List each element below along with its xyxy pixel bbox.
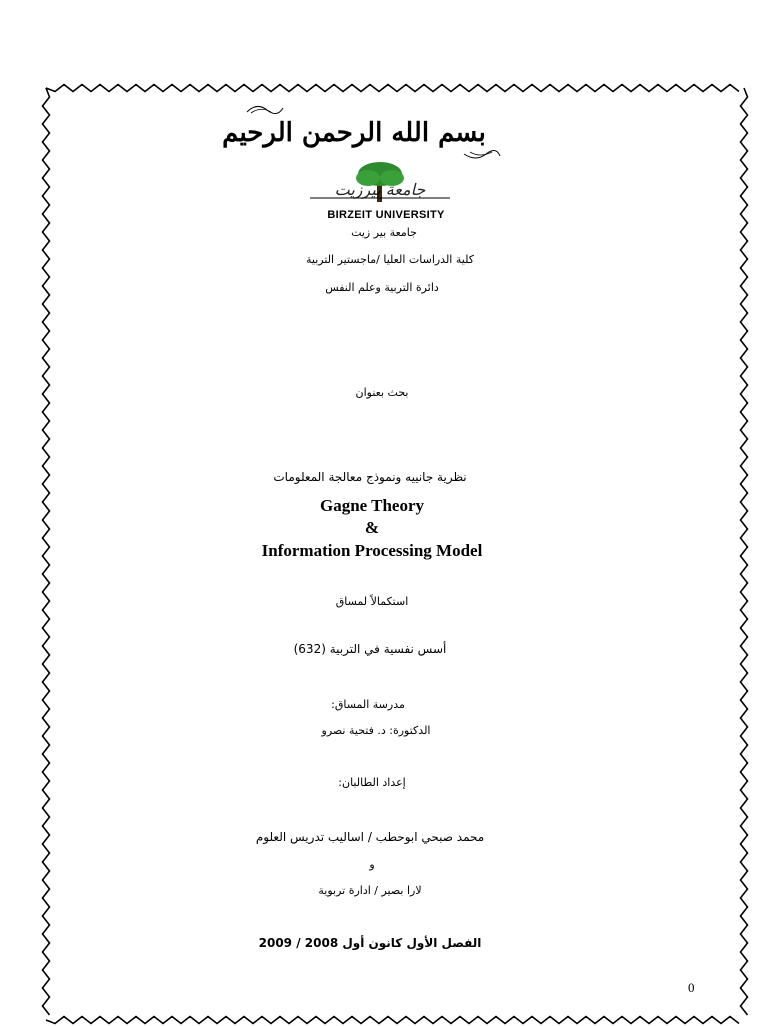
flourish-right-icon [462,148,502,162]
completion-label: استكمالاً لمساق [335,595,409,608]
title-english-line2: & [364,518,380,537]
instructor-label: مدرسة المساق: [331,698,405,711]
university-name-en: BIRZEIT UNIVERSITY [327,209,445,221]
university-name-ar: جامعة بير زيت [351,226,417,239]
page-number: 0 [688,980,695,995]
department-name: دائرة التربية وعلم النفس [325,281,439,294]
student-two: لارا بصير / ادارة تربوية [318,884,422,897]
student-one: محمد صبحي ابوحطب / اساليب تدريس العلوم [255,830,485,844]
flourish-left-icon [245,102,285,116]
logo-calligraphy: جامعة بيرزيت [334,180,426,199]
research-label: بحث بعنوان [355,386,409,399]
instructor-name: الدكتورة: د. فتحية نصرو [321,724,431,737]
title-english-line3: Information Processing Model [261,541,483,560]
title-english-line1: Gagne Theory [319,496,425,515]
conjunction: و [369,858,375,871]
prepared-by-label: إعداد الطالبان: [338,776,406,789]
university-logo [300,160,460,210]
college-name: كلية الدراسات العليا /ماجستير التربية [306,253,474,266]
semester-date: الفصل الأول كانون أول 2008 / 2009 [258,936,482,950]
basmala-heading: بسم الله الرحمن الرحيم [222,118,486,148]
course-name: أسس نفسية في التربية (632) [293,642,447,656]
title-arabic: نظرية جانييه ونموذج معالجة المعلومات [273,470,467,484]
